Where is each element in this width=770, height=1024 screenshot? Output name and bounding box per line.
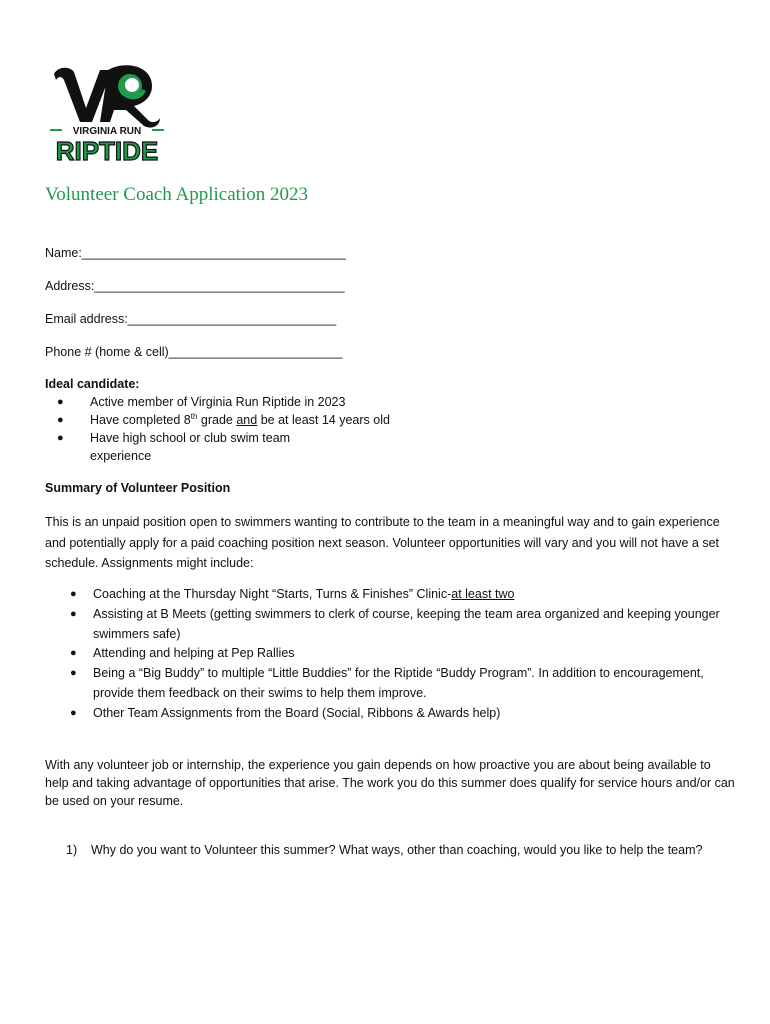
- bullet-icon: ●: [70, 588, 77, 600]
- ideal-item-text: Have high school or club swim team: [90, 431, 291, 445]
- assignment-text: Being a “Big Buddy” to multiple “Little Buddies” for the Riptide “Buddy Program”. In addition to encouragement, provide them feedback on their swims to help them improve.: [93, 666, 704, 700]
- assignment-text: Attending and helping at Pep Rallies: [93, 646, 295, 661]
- list-item: [45, 664, 735, 704]
- bullet-icon: ●: [70, 667, 77, 680]
- list-item: [45, 644, 735, 664]
- vr-wave-logo-icon: [48, 60, 166, 164]
- ideal-item-text: Have completed 8: [90, 413, 191, 427]
- bullet-icon: ●: [70, 607, 77, 620]
- list-item: [45, 605, 735, 645]
- logo-line1: VIRGINIA RUN: [72, 126, 142, 137]
- list-item: [45, 411, 390, 429]
- question-text: Why do you want to Volunteer this summer? What ways, other than coaching, would you like to help the team?: [91, 843, 703, 857]
- list-item: [45, 429, 390, 465]
- assignment-text: Other Team Assignments from the Board (Social, Ribbons & Awards help): [93, 705, 501, 720]
- ideal-candidate-list: [45, 393, 390, 465]
- assignment-text: Coaching at the Thursday Night “Starts, Turns & Finishes” Clinic-: [93, 587, 452, 601]
- ideal-item-text: Active member of Virginia Run Riptide in 2023: [90, 395, 346, 409]
- assignment-text: Assisting at B Meets (getting swimmers to clerk of course, keeping the team area organized and keeping younger swimmers safe): [93, 606, 720, 641]
- phone-field[interactable]: Phone # (home & cell)_________________________: [45, 345, 343, 359]
- question-number: 1): [66, 843, 78, 857]
- ordinal-suffix: th: [190, 411, 198, 421]
- closing-paragraph: With any volunteer job or internship, the experience you gain depends on how proactive you are about being available to help and taking advantage of opportunities that arise. The work you do this summer does qualify for service hours and/or can be used on your resume.: [45, 758, 735, 808]
- summary-paragraph: This is an unpaid position open to swimmers wanting to contribute to the team in a meaningful way and to gain experience and potentially apply for a paid coaching position next season. Volunteer opportunities will vary and you will not have a set schedule. Assignments might include:: [45, 515, 720, 570]
- list-item: [45, 393, 390, 411]
- summary-heading: Summary of Volunteer Position: [45, 481, 231, 495]
- logo-line2: RIPTIDE: [55, 136, 159, 164]
- ideal-item-text: be at least 14 years old: [257, 413, 390, 427]
- assignments-list: [45, 585, 735, 724]
- ideal-item-text: grade: [197, 413, 237, 427]
- email-field[interactable]: Email address:______________________________: [45, 312, 337, 326]
- underlined-text: at least two: [451, 587, 515, 601]
- underlined-text: and: [236, 413, 258, 427]
- list-item: [45, 704, 735, 724]
- bullet-icon: ●: [70, 706, 77, 719]
- list-item: [45, 585, 735, 605]
- bullet-icon: ●: [57, 414, 64, 426]
- bullet-icon: ●: [57, 432, 64, 444]
- ideal-candidate-heading: Ideal candidate:: [45, 377, 140, 391]
- bullet-icon: ●: [57, 396, 64, 408]
- address-field[interactable]: Address:____________________________________: [45, 279, 345, 293]
- bullet-icon: ●: [70, 647, 77, 660]
- ideal-candidate-section: [45, 377, 390, 465]
- page-title: Volunteer Coach Application 2023: [45, 184, 308, 205]
- riptide-logo: [48, 60, 166, 164]
- question-1: [66, 843, 702, 857]
- ideal-item-text: experience: [90, 449, 152, 463]
- name-field[interactable]: Name:______________________________________: [45, 246, 346, 260]
